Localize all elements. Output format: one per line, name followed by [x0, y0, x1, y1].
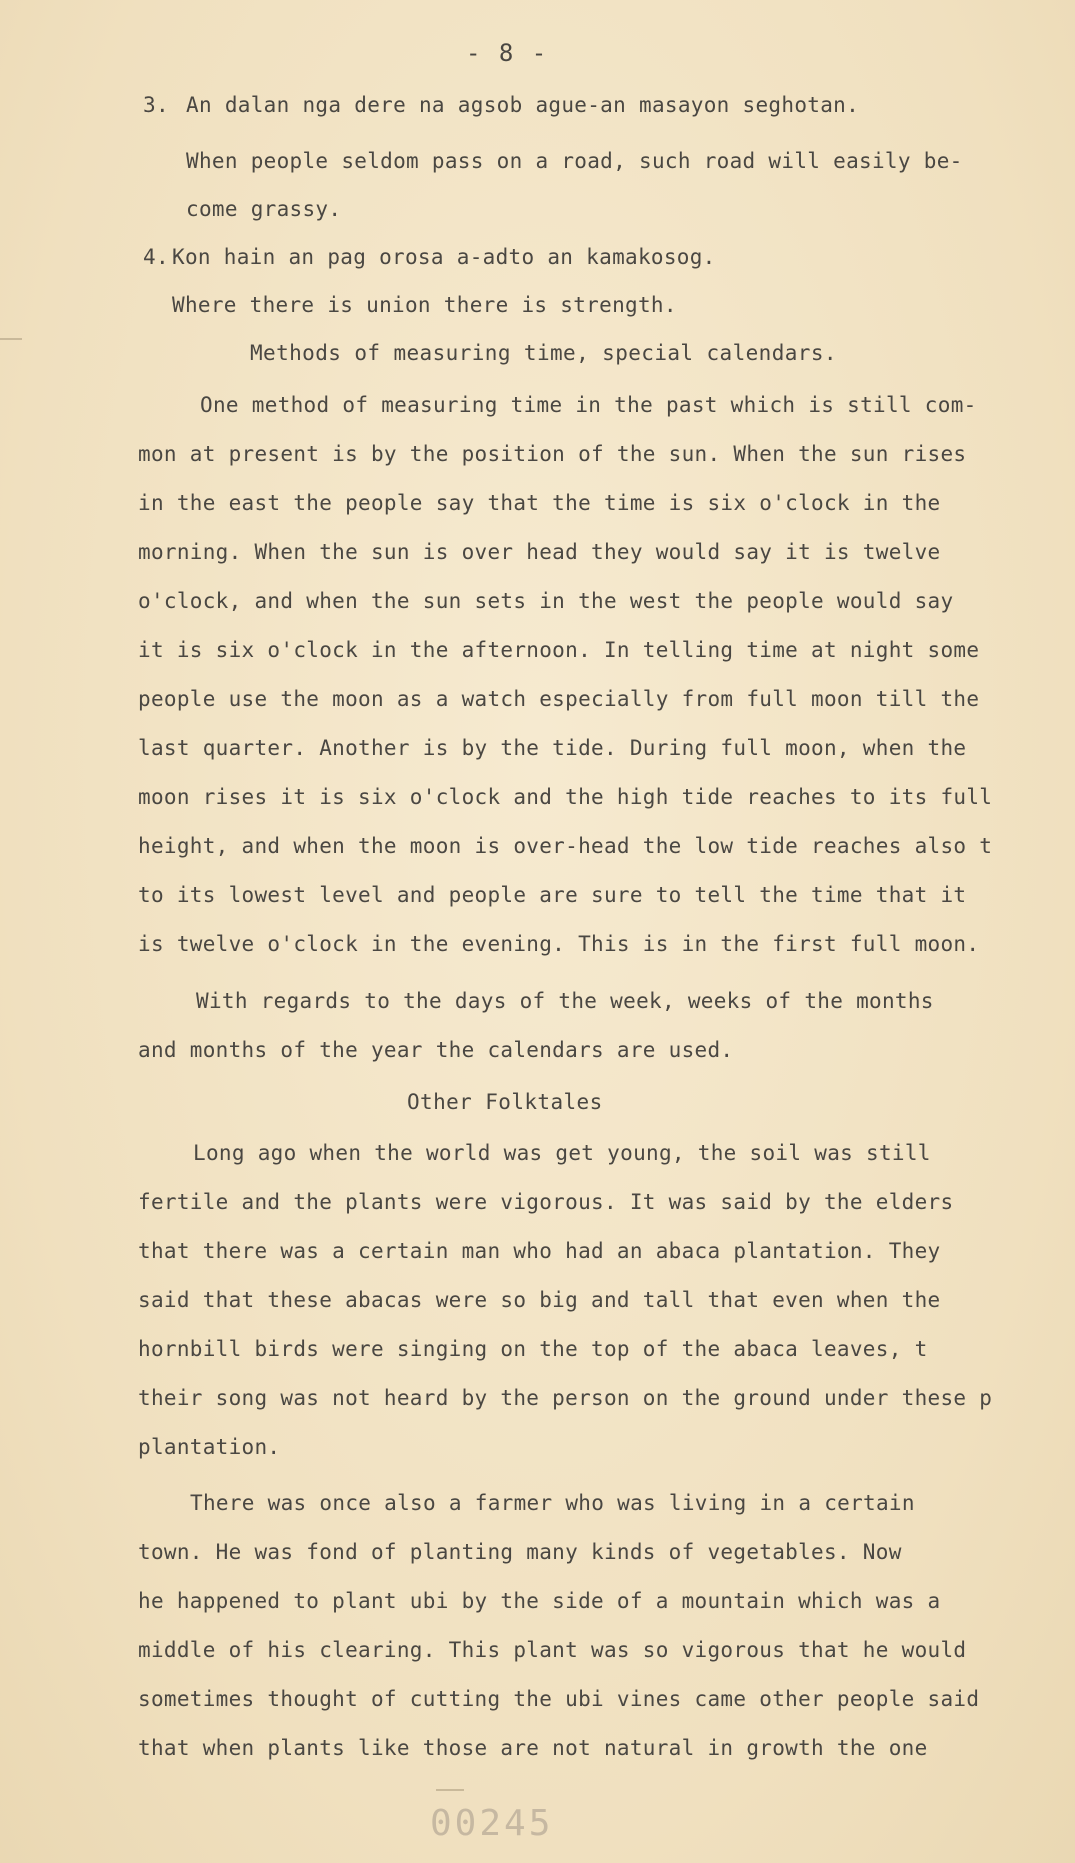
body-text-line: that there was a certain man who had an abaca plantation. They: [138, 1239, 941, 1263]
body-text-line: plantation.: [138, 1435, 281, 1459]
body-text-line: is twelve o'clock in the evening. This is in the first full moon.: [138, 932, 980, 956]
body-text-line: Long ago when the world was get young, the soil was still: [193, 1141, 931, 1165]
body-text-line: hornbill birds were singing on the top of the abaca leaves, t: [138, 1337, 928, 1361]
proverb-3-translation-line: come grassy.: [186, 197, 342, 221]
body-text-line: and months of the year the calendars are used.: [138, 1038, 734, 1062]
body-text-line: With regards to the days of the week, weeks of the months: [196, 989, 934, 1013]
body-text-line: it is six o'clock in the afternoon. In telling time at night some: [138, 638, 980, 662]
proverb-3-translation-line: When people seldom pass on a road, such road will easily be-: [186, 149, 963, 173]
body-text-line: fertile and the plants were vigorous. It was said by the elders: [138, 1190, 954, 1214]
body-text-line: town. He was fond of planting many kinds of vegetables. Now: [138, 1540, 902, 1564]
body-text-line: morning. When the sun is over head they would say it is twelve: [138, 540, 941, 564]
body-text-line: One method of measuring time in the past which is still com-: [200, 393, 977, 417]
paper-mark: [0, 338, 22, 340]
body-text-line: moon rises it is six o'clock and the high tide reaches to its full: [138, 785, 993, 809]
body-text-line: There was once also a farmer who was living in a certain: [190, 1491, 915, 1515]
proverb-3-number: 3.: [143, 93, 169, 117]
body-text-line: he happened to plant ubi by the side of a mountain which was a: [138, 1589, 941, 1613]
section-heading-other-folktales: Other Folktales: [407, 1090, 603, 1114]
archive-number: 00245: [430, 1803, 554, 1844]
proverb-4-translation-line: Where there is union there is strength.: [172, 293, 677, 317]
body-text-line: sometimes thought of cutting the ubi vines came other people said: [138, 1687, 980, 1711]
page-number: - 8 -: [466, 39, 549, 67]
body-text-line: in the east the people say that the time is six o'clock in the: [138, 491, 941, 515]
body-text-line: their song was not heard by the person on the ground under these p: [138, 1386, 993, 1410]
body-text-line: that when plants like those are not natural in growth the one: [138, 1736, 928, 1760]
body-text-line: said that these abacas were so big and tall that even when the: [138, 1288, 941, 1312]
body-text-line: height, and when the moon is over-head the low tide reaches also t: [138, 834, 993, 858]
body-text-line: to its lowest level and people are sure to tell the time that it: [138, 883, 967, 907]
paper-mark: [436, 1789, 464, 1791]
body-text-line: people use the moon as a watch especially from full moon till the: [138, 687, 980, 711]
proverb-3-native-text: An dalan nga dere na agsob ague-an masayon seghotan.: [186, 93, 860, 117]
proverb-4-number: 4.: [143, 245, 169, 269]
section-heading-measuring-time: Methods of measuring time, special calendars.: [250, 341, 837, 365]
body-text-line: mon at present is by the position of the sun. When the sun rises: [138, 442, 967, 466]
proverb-4-native-text: Kon hain an pag orosa a-adto an kamakosog.: [172, 245, 716, 269]
body-text-line: middle of his clearing. This plant was so vigorous that he would: [138, 1638, 967, 1662]
body-text-line: o'clock, and when the sun sets in the west the people would say: [138, 589, 954, 613]
body-text-line: last quarter. Another is by the tide. During full moon, when the: [138, 736, 967, 760]
